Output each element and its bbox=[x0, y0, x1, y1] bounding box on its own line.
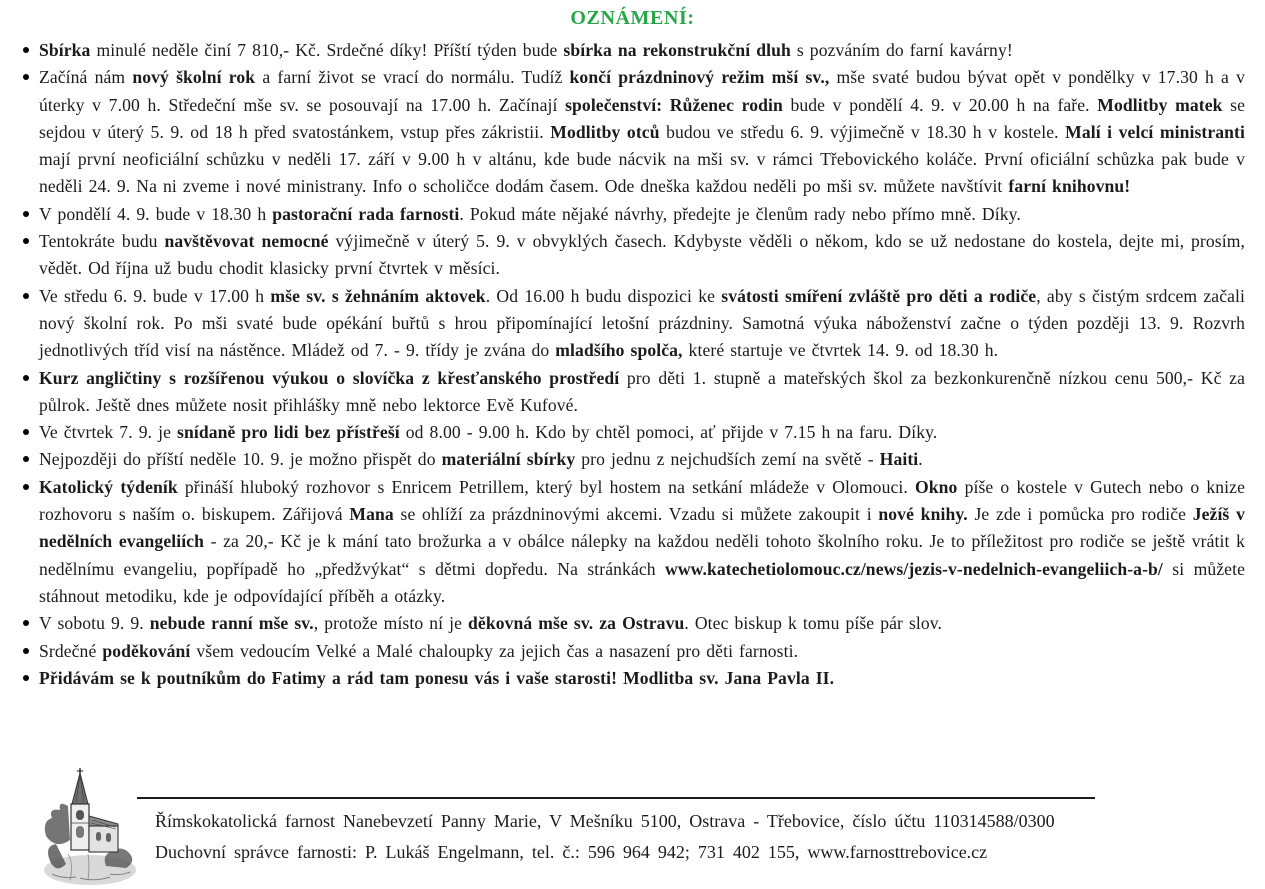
announcement-bold-text: Sbírka bbox=[39, 40, 91, 60]
announcement-item bbox=[20, 37, 1245, 64]
announcement-bold-text: nové knihy. bbox=[878, 504, 968, 525]
announcement-text: pro jednu z nejchudších zemí na světě - bbox=[575, 449, 880, 470]
announcement-bold-text: děkovná mše sv. za Ostravu bbox=[468, 613, 685, 634]
announcement-text: . Pokud máte nějaké návrhy, předejte je členům rady nebo přímo mně. Díky. bbox=[459, 203, 1021, 224]
announcement-bold-text: společenství: Růženec rodin bbox=[565, 94, 783, 115]
announcement-bold-text: Katolický týdeník bbox=[39, 476, 178, 497]
announcement-bold-text: Modlitby otců bbox=[550, 121, 660, 142]
bullet-dot-icon bbox=[23, 293, 29, 299]
announcement-text: které startuje ve čtvrtek 14. 9. od 18.30 h. bbox=[682, 340, 999, 361]
announcement-text: Nejpozději do příští neděle 10. 9. je možno přispět do bbox=[39, 449, 442, 470]
footer-line-address: Římskokatolická farnost Nanebevzetí Panny Marie, V Mešníku 5100, Ostrava - Třebovice, číslo účtu 110314588/0300 bbox=[155, 811, 1055, 831]
bullet-dot-icon bbox=[23, 675, 29, 681]
announcement-text: si můžete stáhnout metodiku, kde je odpovídající příběh a otázky. bbox=[39, 558, 1245, 606]
bullet-dot-icon bbox=[23, 47, 29, 53]
announcement-item bbox=[20, 283, 1245, 365]
announcement-text: mše svaté budou bývat opět v pondělky v 17.30 h a v úterky v 7.00 h. Středeční mše sv. se posouvají na 17.00 h. Začínají bbox=[39, 67, 1246, 115]
announcement-text: mají první neoficiální schůzku v neděli 17. září v 9.00 h v altánu, kde bude nácvik na mši sv. v rámci Třebovického koláče. První oficiální schůzka pak bude v neděli 24. 9. Na ni zveme i nové ministrany. Info o scholičce dodám časem. Ode dneška každou neděli po mši sv. můžete navštívit bbox=[39, 149, 1245, 197]
announcement-text: V sobotu 9. 9. bbox=[39, 613, 150, 634]
announcement-text: - za 20,- Kč je k mání tato brožurka a v obálce nálepky na každou neděli tohoto školního roku. Je to příležitost pro rodiče se ještě vrátit k nedělnímu evangeliu, popřípadě ho „předžvýkat“ s dětmi dopředu. Na stránkách bbox=[39, 531, 1245, 579]
announcement-bold-text: Haiti bbox=[879, 449, 919, 470]
bullet-dot-icon bbox=[23, 238, 29, 244]
announcement-text: bude v pondělí 4. 9. v 20.00 h na faře. bbox=[782, 94, 1098, 115]
announcement-bold-text: Okno bbox=[915, 476, 958, 497]
announcement-bold-text: mše sv. s žehnáním aktovek bbox=[270, 285, 486, 306]
announcement-bold-text: nový školní rok bbox=[132, 67, 256, 88]
announcement-list bbox=[0, 37, 1265, 692]
announcement-bold-text: mladšího spolča, bbox=[555, 340, 683, 361]
announcement-item bbox=[20, 228, 1245, 283]
announcement-bold-text: www.katechetiolomouc.cz/news/jezis-v-nedelnich-evangeliich-a-b/ bbox=[665, 558, 1163, 579]
announcement-text: s pozváním do farní kavárny! bbox=[790, 40, 1013, 60]
footer-divider bbox=[137, 797, 1095, 799]
announcement-text: Ve středu 6. 9. bude v 17.00 h bbox=[39, 285, 271, 306]
footer bbox=[155, 806, 1247, 868]
announcement-text: budou ve středu 6. 9. výjimečně v 18.30 h v kostele. bbox=[659, 121, 1066, 142]
bullet-dot-icon bbox=[23, 648, 29, 654]
announcement-bold-text: pastorační rada farnosti bbox=[272, 203, 460, 224]
bullet-dot-icon bbox=[23, 211, 29, 217]
announcement-bold-text: Kurz angličtiny s rozšířenou výukou o slovíčka z křesťanského prostředí bbox=[39, 367, 620, 388]
announcement-text: od 8.00 - 9.00 h. Kdo by chtěl pomoci, ať přijde v 7.15 h na faru. Díky. bbox=[399, 422, 938, 443]
announcement-text: píše o kostele v Gutech nebo o knize rozhovoru s naším o. biskupem. Zářijová bbox=[39, 476, 1245, 525]
announcement-bold-text: Modlitby matek bbox=[1097, 94, 1223, 115]
announcement-text: , aby s čistým srdcem začali nový školní rok. Po mši svaté bude opékání buřtů s hrou připomínající letošní prázdniny. Samotná výuka náboženství začne o týden později 13. 9. Rozvrh jednotlivých tříd visí na nástěnce. Mládež od 7. - 9. třídy je zvána do bbox=[39, 285, 1246, 361]
announcement-bold-text: Mana bbox=[349, 504, 394, 525]
announcement-bold-text: sbírka na rekonstrukční dluh bbox=[563, 40, 791, 60]
announcement-bold-text: snídaně pro lidi bez přístřeší bbox=[177, 422, 400, 443]
announcement-item bbox=[20, 201, 1245, 228]
announcement-text: Srdečné bbox=[39, 640, 103, 661]
announcement-text: a farní život se vrací do normálu. Tudíž bbox=[255, 67, 570, 88]
announcement-text: Začíná nám bbox=[39, 67, 133, 88]
announcement-text: se ohlíží za prázdninovými akcemi. Vzadu si můžete zakoupit i bbox=[393, 504, 879, 525]
announcement-item bbox=[20, 365, 1245, 420]
announcement-bold-text: svátosti smíření zvláště pro děti a rodiče bbox=[721, 285, 1037, 306]
announcement-bold-text: materiální sbírky bbox=[441, 449, 576, 470]
announcement-text: pro děti 1. stupně a mateřských škol za bezkonkurenčně nízkou cenu 500,- Kč za půlrok. Ještě dnes můžete nosit přihlášky mně nebo lektorce Evě Kufové. bbox=[39, 367, 1245, 415]
announcement-bold-text: navštěvovat nemocné bbox=[164, 231, 329, 252]
announcement-text: výjimečně v úterý 5. 9. v obvyklých časech. Kdybyste věděli o někom, kdo se už nedostane do kostela, dejte mi, prosím, vědět. Od října už budu chodit klasicky první čtvrtek v měsíci. bbox=[39, 231, 1245, 279]
bullet-dot-icon bbox=[23, 456, 29, 462]
announcement-text: V pondělí 4. 9. bude v 18.30 h bbox=[39, 203, 273, 224]
announcement-bold-text: Malí i velcí ministranti bbox=[1065, 121, 1245, 142]
bullet-dot-icon bbox=[23, 484, 29, 490]
announcement-text: . Od 16.00 h budu dispozici ke bbox=[485, 285, 722, 306]
announcement-bold-text: Ježíš v nedělních evangeliích bbox=[39, 504, 1245, 552]
bullet-dot-icon bbox=[23, 74, 29, 80]
announcement-item bbox=[20, 665, 1245, 692]
announcement-item bbox=[20, 446, 1245, 473]
announcement-item bbox=[20, 419, 1245, 446]
church-engraving-icon bbox=[40, 766, 140, 886]
announcement-item bbox=[20, 474, 1245, 610]
announcement-bold-text: poděkování bbox=[102, 640, 191, 661]
announcement-text: Ve čtvrtek 7. 9. je bbox=[39, 422, 177, 443]
announcement-item bbox=[20, 638, 1245, 665]
bullet-dot-icon bbox=[23, 375, 29, 381]
announcement-text: . bbox=[918, 449, 923, 470]
announcement-text: se sejdou v úterý 5. 9. od 18 h před svatostánkem, vstup přes zákristii. bbox=[39, 94, 1246, 142]
bullet-dot-icon bbox=[23, 620, 29, 626]
announcement-text: . Otec biskup k tomu píše pár slov. bbox=[684, 613, 943, 634]
announcement-text: , protože místo ní je bbox=[313, 613, 469, 634]
announcement-bold-text: končí prázdninový režim mší sv., bbox=[569, 67, 830, 88]
footer-line-contact: Duchovní správce farnosti: P. Lukáš Engelmann, tel. č.: 596 964 942; 731 402 155, www.farnosttrebovice.cz bbox=[155, 842, 988, 862]
announcement-item bbox=[20, 64, 1245, 200]
page-title: OZNÁMENÍ: bbox=[570, 7, 695, 29]
announcement-bold-text: nebude ranní mše sv. bbox=[149, 613, 314, 634]
announcement-text: přináší hluboký rozhovor s Enricem Petrillem, který byl hostem na setkání mládeže v Olomouci. bbox=[177, 476, 915, 497]
announcement-text: Je zde i pomůcka pro rodiče bbox=[967, 504, 1193, 525]
announcement-text: Tentokráte budu bbox=[39, 231, 165, 252]
announcement-bold-text: Přidávám se k poutníkům do Fatimy a rád tam ponesu vás i vaše starosti! Modlitba sv. Jana Pavla II. bbox=[39, 667, 835, 688]
announcement-bold-text: farní knihovnu! bbox=[1008, 176, 1131, 197]
bullet-dot-icon bbox=[23, 429, 29, 435]
announcement-item bbox=[20, 610, 1245, 637]
announcement-text: všem vedoucím Velké a Malé chaloupky za jejich čas a nasazení pro děti farnosti. bbox=[190, 640, 799, 661]
announcement-text: minulé neděle činí 7 810,- Kč. Srdečné díky! Příští týden bude bbox=[90, 40, 564, 60]
